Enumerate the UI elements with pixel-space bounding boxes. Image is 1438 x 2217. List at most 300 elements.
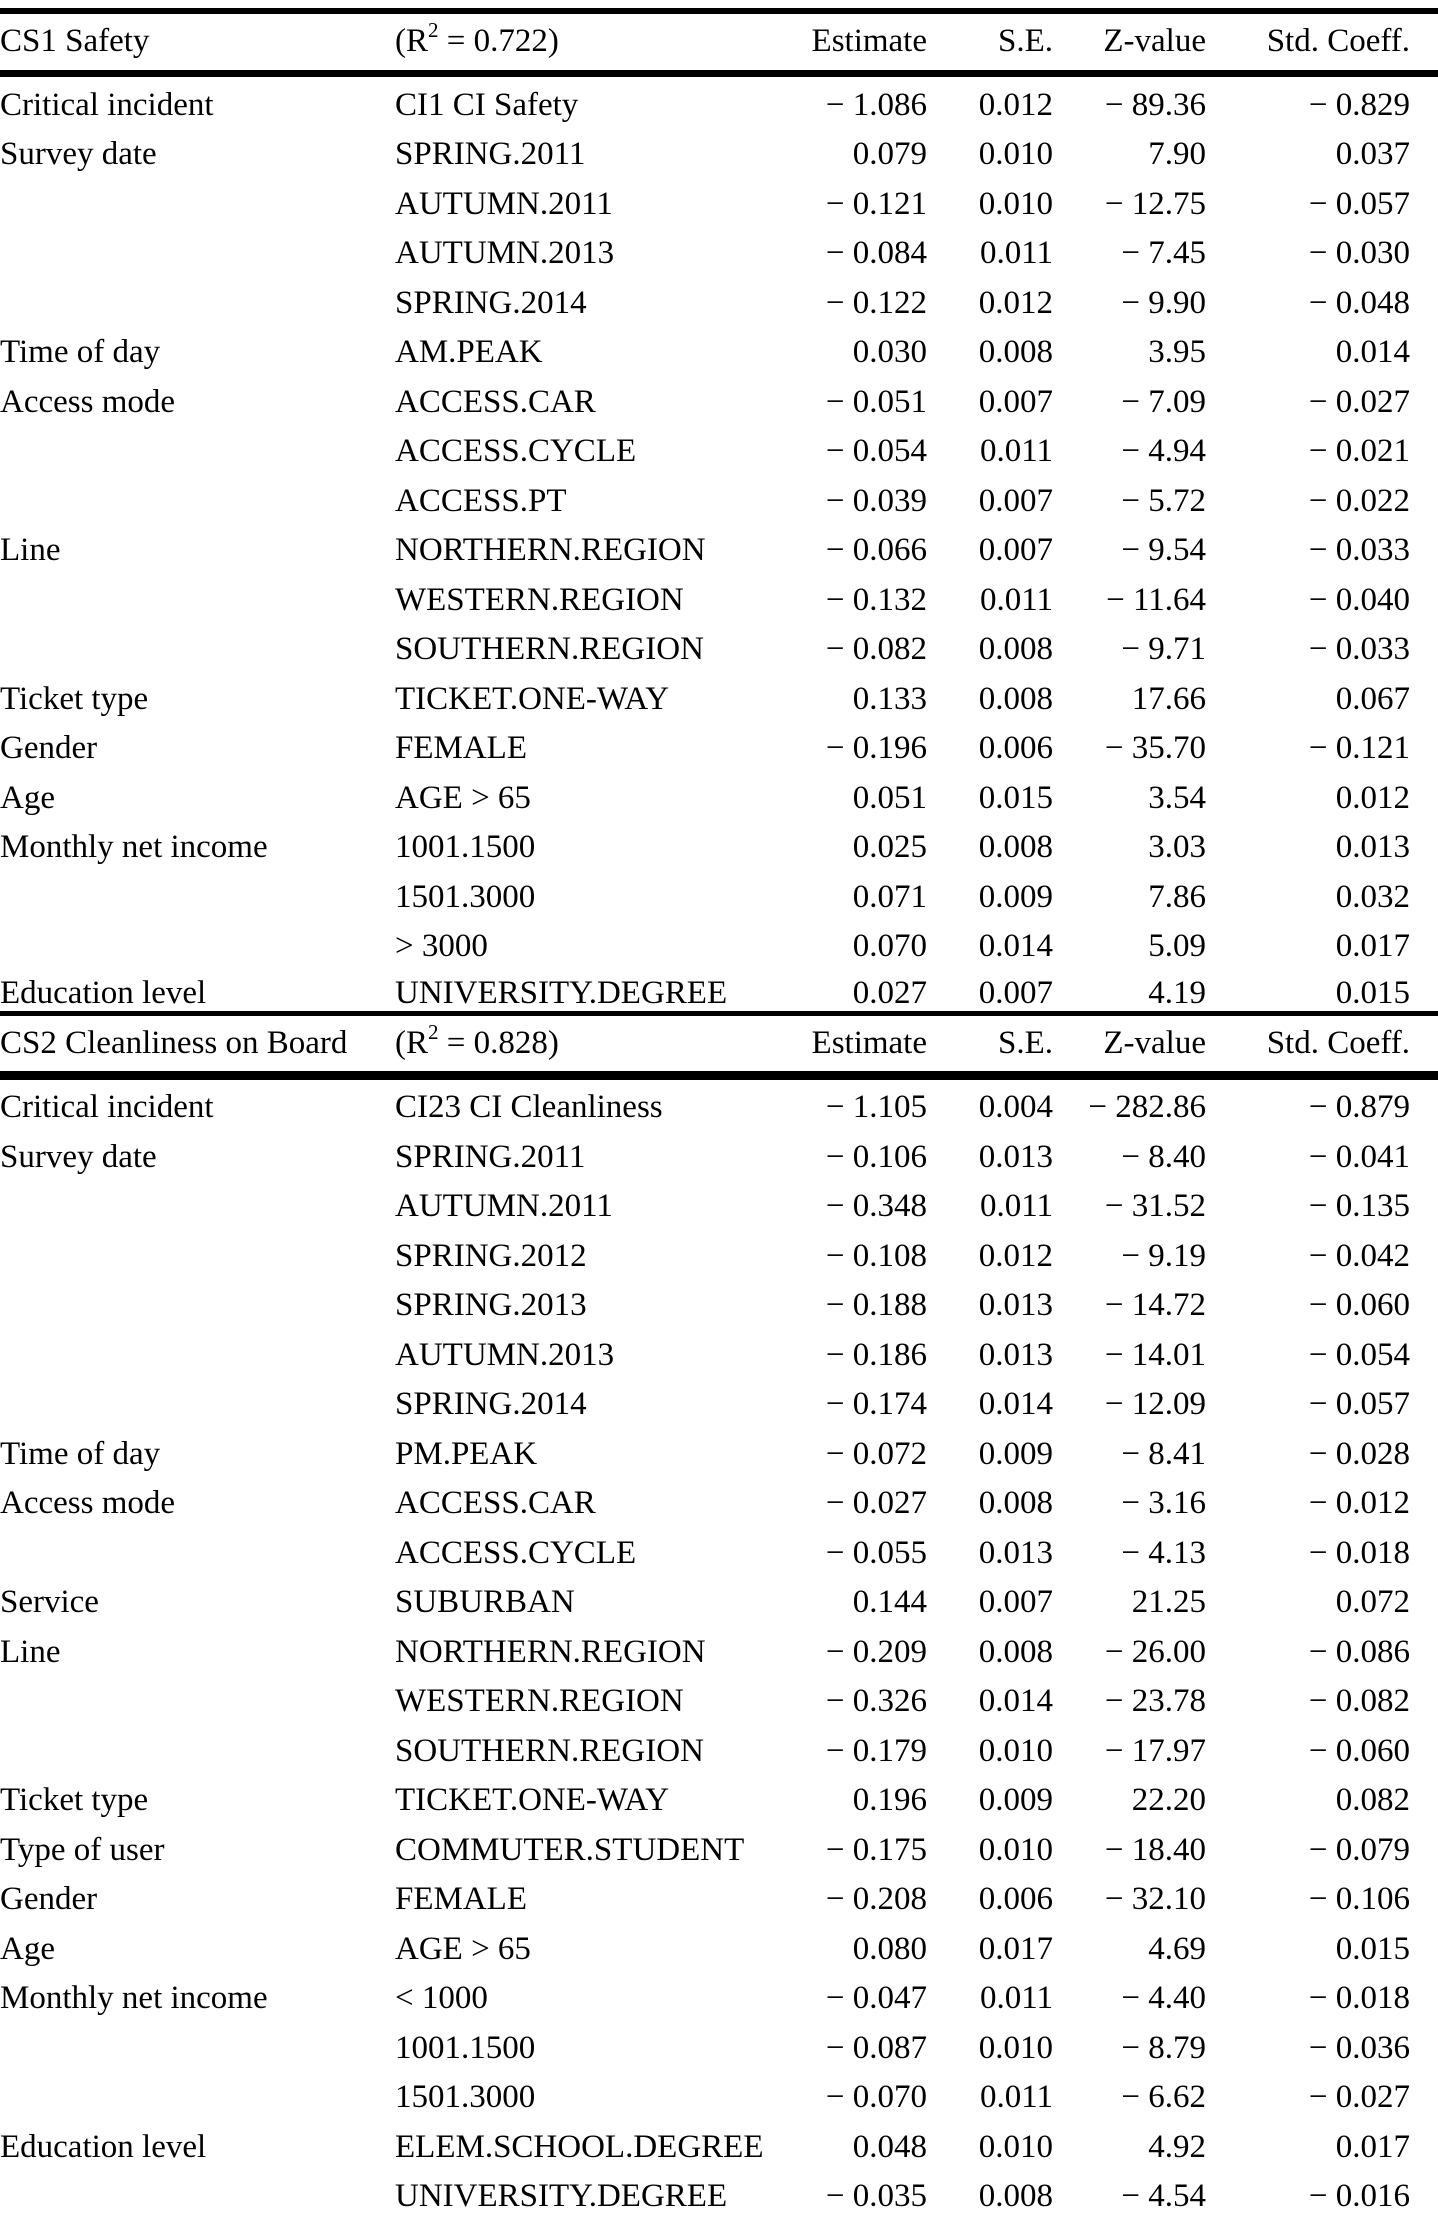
table-row (0, 1917, 1438, 1967)
category-cell: Time of day (0, 334, 161, 371)
table-row (0, 321, 1438, 371)
zvalue-cell: − 8.40 (1121, 1138, 1206, 1175)
zvalue-cell: − 23.78 (1104, 1683, 1206, 1720)
se-cell: 0.013 (978, 1336, 1053, 1373)
se-cell: 0.006 (978, 1881, 1053, 1918)
stdcoeff-cell: − 0.829 (1308, 86, 1410, 123)
table-row (0, 1719, 1438, 1769)
table-row (0, 1967, 1438, 2017)
variable-cell: CI1 CI Safety (395, 86, 579, 123)
se-cell: 0.008 (978, 829, 1053, 866)
estimate-cell: 0.025 (852, 829, 927, 866)
estimate-cell: 0.051 (852, 779, 927, 816)
category-cell: Access mode (0, 383, 176, 420)
se-cell: 0.011 (979, 2079, 1053, 2116)
category-cell (0, 865, 395, 915)
category-cell: Survey date (0, 136, 157, 173)
se-cell: 0.017 (978, 1930, 1053, 1967)
zvalue-cell: − 12.09 (1104, 1386, 1206, 1423)
category-cell: Age (0, 1930, 55, 1967)
table-row (0, 1323, 1438, 1373)
variable-cell: PM.PEAK (395, 1435, 538, 1472)
stdcoeff-cell: − 0.054 (1308, 1336, 1410, 1373)
stdcoeff-cell: − 0.018 (1308, 1980, 1410, 2017)
variable-cell: SPRING.2014 (395, 1386, 587, 1423)
se-cell: 0.007 (978, 532, 1053, 569)
table-row (0, 568, 1438, 618)
table-row (0, 766, 1438, 816)
category-cell (0, 1175, 395, 1225)
zvalue-cell: − 9.90 (1121, 284, 1206, 321)
category-cell (0, 469, 395, 519)
table-row (0, 2115, 1438, 2165)
estimate-cell: − 0.179 (825, 1732, 927, 1769)
stdcoeff-cell: 0.072 (1335, 1584, 1410, 1621)
table-row (0, 123, 1438, 173)
se-cell: 0.011 (979, 433, 1053, 470)
se-cell: 0.009 (978, 1435, 1053, 1472)
stdcoeff-cell: − 0.048 (1308, 284, 1410, 321)
estimate-cell: − 0.122 (825, 284, 927, 321)
table-row (0, 865, 1438, 915)
stdcoeff-cell: − 0.040 (1308, 581, 1410, 618)
table-row (0, 2165, 1438, 2215)
zvalue-cell: − 7.09 (1121, 383, 1206, 420)
stdcoeff-cell: 0.067 (1335, 680, 1410, 717)
se-cell: 0.007 (978, 1584, 1053, 1621)
stdcoeff-cell: − 0.079 (1308, 1831, 1410, 1868)
stdcoeff-cell: − 0.106 (1308, 1881, 1410, 1918)
se-cell: 0.010 (978, 1831, 1053, 1868)
table-row (0, 1175, 1438, 1225)
zvalue-cell: − 11.64 (1106, 581, 1206, 618)
category-cell: Age (0, 779, 55, 816)
category-cell: Survey date (0, 1138, 157, 1175)
table-row (0, 1670, 1438, 1720)
estimate-cell: 0.080 (852, 1930, 927, 1967)
category-cell (0, 915, 395, 965)
col-header-se: S.E. (927, 11, 1053, 73)
stdcoeff-cell: − 0.012 (1308, 1485, 1410, 1522)
estimate-cell: 0.144 (852, 1584, 927, 1621)
category-cell: Line (0, 532, 61, 569)
variable-cell: 1501.3000 (395, 2079, 536, 2116)
col-header-stdcoeff: Std. Coeff. (1206, 11, 1438, 73)
stdcoeff-cell: 0.017 (1335, 928, 1410, 965)
r-squared-value (395, 1014, 790, 1076)
r-squared-exponent: 2 (428, 18, 439, 43)
category-cell (0, 1670, 395, 1720)
stdcoeff-cell: − 0.042 (1308, 1237, 1410, 1274)
se-cell: 0.010 (978, 136, 1053, 173)
table-row (0, 2016, 1438, 2066)
table-row (0, 73, 1438, 123)
variable-cell: ACCESS.CAR (395, 383, 596, 420)
table-row (0, 1472, 1438, 1522)
se-cell: 0.013 (978, 1534, 1053, 1571)
variable-cell: SPRING.2012 (395, 1237, 587, 1274)
variable-cell: FEMALE (395, 730, 527, 767)
se-cell: 0.010 (978, 1732, 1053, 1769)
category-cell (0, 2066, 395, 2116)
estimate-cell: − 0.035 (825, 2178, 927, 2215)
zvalue-cell: − 8.79 (1121, 2029, 1206, 2066)
stdcoeff-cell: 0.082 (1335, 1782, 1410, 1819)
col-header-zvalue: Z-value (1053, 11, 1206, 73)
table-row (0, 717, 1438, 767)
category-cell: Line (0, 1633, 61, 1670)
zvalue-cell: − 7.45 (1121, 235, 1206, 272)
se-cell: 0.011 (979, 1980, 1053, 2017)
stdcoeff-cell: 0.014 (1335, 334, 1410, 371)
zvalue-cell: − 9.71 (1121, 631, 1206, 668)
zvalue-cell: 4.92 (1148, 2128, 1206, 2165)
estimate-cell: − 0.066 (825, 532, 927, 569)
table-row (0, 271, 1438, 321)
zvalue-cell: − 35.70 (1104, 730, 1206, 767)
variable-cell: SOUTHERN.REGION (395, 631, 704, 668)
stdcoeff-cell: − 0.082 (1308, 1683, 1410, 1720)
table-row (0, 1818, 1438, 1868)
variable-cell: FEMALE (395, 1881, 527, 1918)
se-cell: 0.012 (978, 1237, 1053, 1274)
zvalue-cell: − 4.13 (1121, 1534, 1206, 1571)
variable-cell: ACCESS.CAR (395, 1485, 596, 1522)
zvalue-cell: 17.66 (1131, 680, 1206, 717)
category-cell (0, 1274, 395, 1324)
table-row (0, 1422, 1438, 1472)
zvalue-cell: − 17.97 (1104, 1732, 1206, 1769)
section-cs1-safety (0, 11, 1438, 1014)
stdcoeff-cell: − 0.086 (1308, 1633, 1410, 1670)
variable-cell: 1001.1500 (395, 829, 536, 866)
col-header-stdcoeff: Std. Coeff. (1206, 1014, 1438, 1076)
variable-cell: COMMUTER.STUDENT (395, 1831, 745, 1868)
category-cell: Monthly net income (0, 1980, 268, 2017)
zvalue-cell: 22.20 (1131, 1782, 1206, 1819)
table-row (0, 1125, 1438, 1175)
table-row (0, 667, 1438, 717)
estimate-cell: 0.079 (852, 136, 927, 173)
se-cell: 0.008 (978, 631, 1053, 668)
section-title: CS1 Safety (0, 11, 395, 73)
section-cs2-cleanliness (0, 1014, 1438, 2215)
stdcoeff-cell: − 0.036 (1308, 2029, 1410, 2066)
estimate-cell: − 0.047 (825, 1980, 927, 2017)
zvalue-cell: − 26.00 (1104, 1633, 1206, 1670)
zvalue-cell: 7.90 (1148, 136, 1206, 173)
estimate-cell: − 0.209 (825, 1633, 927, 1670)
stdcoeff-cell: − 0.060 (1308, 1732, 1410, 1769)
table-row (0, 1769, 1438, 1819)
category-cell (0, 2016, 395, 2066)
estimate-cell: − 0.188 (825, 1287, 927, 1324)
stdcoeff-cell: 0.015 (1335, 1930, 1410, 1967)
estimate-cell: − 0.108 (825, 1237, 927, 1274)
se-cell: 0.008 (978, 1633, 1053, 1670)
estimate-cell: − 0.027 (825, 1485, 927, 1522)
category-cell (0, 172, 395, 222)
table-row (0, 1224, 1438, 1274)
stdcoeff-cell: 0.037 (1335, 136, 1410, 173)
table-row (0, 1620, 1438, 1670)
stdcoeff-cell: − 0.033 (1308, 631, 1410, 668)
stdcoeff-cell: − 0.057 (1308, 185, 1410, 222)
se-cell: 0.009 (978, 1782, 1053, 1819)
variable-cell: TICKET.ONE-WAY (395, 680, 670, 717)
estimate-cell: − 0.039 (825, 482, 927, 519)
estimate-cell: − 0.054 (825, 433, 927, 470)
variable-cell: ACCESS.CYCLE (395, 1534, 637, 1571)
zvalue-cell: 5.09 (1148, 928, 1206, 965)
r-squared-exponent: 2 (428, 1020, 439, 1044)
variable-cell: AUTUMN.2013 (395, 1336, 615, 1373)
se-cell: 0.012 (978, 86, 1053, 123)
stdcoeff-cell: − 0.022 (1308, 482, 1410, 519)
section-header-row-cs1 (0, 11, 1438, 73)
estimate-cell: − 0.051 (825, 383, 927, 420)
stdcoeff-cell: − 0.018 (1308, 1534, 1410, 1571)
estimate-cell: − 0.208 (825, 1881, 927, 1918)
stdcoeff-cell: − 0.016 (1308, 2178, 1410, 2215)
stdcoeff-cell: 0.015 (1335, 975, 1410, 1012)
estimate-cell: 0.027 (852, 975, 927, 1012)
stdcoeff-cell: − 0.027 (1308, 383, 1410, 420)
estimate-cell: − 1.086 (825, 86, 927, 123)
estimate-cell: − 0.174 (825, 1386, 927, 1423)
stdcoeff-cell: − 0.028 (1308, 1435, 1410, 1472)
table-row (0, 222, 1438, 272)
zvalue-cell: − 4.94 (1121, 433, 1206, 470)
category-cell (0, 618, 395, 668)
estimate-cell: 0.070 (852, 928, 927, 965)
variable-cell: SPRING.2011 (395, 1138, 586, 1175)
variable-cell: AUTUMN.2011 (395, 185, 613, 222)
zvalue-cell: − 9.19 (1121, 1237, 1206, 1274)
category-cell: Critical incident (0, 1089, 214, 1126)
stdcoeff-cell: − 0.057 (1308, 1386, 1410, 1423)
category-cell (0, 1521, 395, 1571)
se-cell: 0.009 (978, 878, 1053, 915)
regression-results-table (0, 8, 1438, 2214)
estimate-cell: − 0.106 (825, 1138, 927, 1175)
estimate-cell: − 0.072 (825, 1435, 927, 1472)
estimate-cell: 0.030 (852, 334, 927, 371)
variable-cell: WESTERN.REGION (395, 581, 684, 618)
se-cell: 0.010 (978, 185, 1053, 222)
r-squared-rest: = 0.828) (438, 1025, 559, 1061)
table-row (0, 420, 1438, 470)
table-row (0, 172, 1438, 222)
estimate-cell: − 0.186 (825, 1336, 927, 1373)
variable-cell: WESTERN.REGION (395, 1683, 684, 1720)
table-row (0, 915, 1438, 965)
variable-cell: UNIVERSITY.DEGREE (395, 975, 728, 1012)
variable-cell: NORTHERN.REGION (395, 1633, 706, 1670)
estimate-cell: − 0.055 (825, 1534, 927, 1571)
stdcoeff-cell: − 0.033 (1308, 532, 1410, 569)
zvalue-cell: 4.69 (1148, 1930, 1206, 1967)
category-cell: Gender (0, 730, 98, 767)
se-cell: 0.013 (978, 1138, 1053, 1175)
category-cell (0, 420, 395, 470)
se-cell: 0.012 (978, 284, 1053, 321)
zvalue-cell: − 14.72 (1104, 1287, 1206, 1324)
zvalue-cell: 3.54 (1148, 779, 1206, 816)
zvalue-cell: 7.86 (1148, 878, 1206, 915)
stdcoeff-cell: 0.032 (1335, 878, 1410, 915)
estimate-cell: 0.071 (852, 878, 927, 915)
table-row (0, 519, 1438, 569)
estimate-cell: − 0.348 (825, 1188, 927, 1225)
estimate-cell: − 0.070 (825, 2079, 927, 2116)
variable-cell: SPRING.2014 (395, 284, 587, 321)
zvalue-cell: − 14.01 (1104, 1336, 1206, 1373)
se-cell: 0.010 (978, 2029, 1053, 2066)
variable-cell: 1001.1500 (395, 2029, 536, 2066)
category-cell (0, 1323, 395, 1373)
category-cell: Type of user (0, 1831, 165, 1868)
zvalue-cell: 3.95 (1148, 334, 1206, 371)
category-cell: Service (0, 1584, 99, 1621)
se-cell: 0.008 (978, 680, 1053, 717)
variable-cell: CI23 CI Cleanliness (395, 1089, 663, 1126)
zvalue-cell: − 282.86 (1088, 1089, 1206, 1126)
table-row (0, 1868, 1438, 1918)
zvalue-cell: 21.25 (1131, 1584, 1206, 1621)
table-row (0, 370, 1438, 420)
estimate-cell: − 0.196 (825, 730, 927, 767)
category-cell (0, 1224, 395, 1274)
category-cell: Gender (0, 1881, 98, 1918)
table-row (0, 469, 1438, 519)
r-squared-base: (R (395, 1025, 428, 1061)
table-row (0, 618, 1438, 668)
se-cell: 0.010 (978, 2128, 1053, 2165)
stdcoeff-cell: − 0.135 (1308, 1188, 1410, 1225)
stdcoeff-cell: − 0.030 (1308, 235, 1410, 272)
variable-cell: ACCESS.PT (395, 482, 567, 519)
category-cell: Ticket type (0, 1782, 149, 1819)
estimate-cell: − 0.175 (825, 1831, 927, 1868)
stdcoeff-cell: − 0.021 (1308, 433, 1410, 470)
variable-cell: AGE > 65 (395, 779, 531, 816)
table-row (0, 1274, 1438, 1324)
r-squared-base: (R (395, 23, 428, 60)
table-row (0, 1076, 1438, 1126)
category-cell: Access mode (0, 1485, 176, 1522)
zvalue-cell: − 32.10 (1104, 1881, 1206, 1918)
variable-cell: SUBURBAN (395, 1584, 575, 1621)
variable-cell: ELEM.SCHOOL.DEGREE (395, 2128, 764, 2165)
r-squared-value (395, 11, 790, 73)
variable-cell: NORTHERN.REGION (395, 532, 706, 569)
table-row (0, 1521, 1438, 1571)
stdcoeff-cell: 0.012 (1335, 779, 1410, 816)
zvalue-cell: − 3.16 (1121, 1485, 1206, 1522)
variable-cell: AUTUMN.2013 (395, 235, 615, 272)
stdcoeff-cell: 0.013 (1335, 829, 1410, 866)
category-cell (0, 222, 395, 272)
variable-cell: < 1000 (395, 1980, 488, 2017)
zvalue-cell: − 4.54 (1121, 2178, 1206, 2215)
category-cell: Monthly net income (0, 829, 268, 866)
zvalue-cell: − 31.52 (1104, 1188, 1206, 1225)
se-cell: 0.011 (979, 1188, 1053, 1225)
stdcoeff-cell: − 0.027 (1308, 2079, 1410, 2116)
se-cell: 0.011 (979, 581, 1053, 618)
se-cell: 0.014 (978, 928, 1053, 965)
variable-cell: AM.PEAK (395, 334, 543, 371)
se-cell: 0.015 (978, 779, 1053, 816)
table-row (0, 1571, 1438, 1621)
section-title: CS2 Cleanliness on Board (0, 1014, 395, 1076)
estimate-cell: − 0.326 (825, 1683, 927, 1720)
estimate-cell: − 0.082 (825, 631, 927, 668)
se-cell: 0.007 (978, 975, 1053, 1012)
stdcoeff-cell: − 0.121 (1308, 730, 1410, 767)
se-cell: 0.008 (978, 2178, 1053, 2215)
se-cell: 0.014 (978, 1683, 1053, 1720)
zvalue-cell: − 12.75 (1104, 185, 1206, 222)
estimate-cell: 0.133 (852, 680, 927, 717)
table-row (0, 1373, 1438, 1423)
se-cell: 0.008 (978, 334, 1053, 371)
variable-cell: AGE > 65 (395, 1930, 531, 1967)
zvalue-cell: − 89.36 (1104, 86, 1206, 123)
category-cell (0, 1719, 395, 1769)
stdcoeff-cell: − 0.060 (1308, 1287, 1410, 1324)
estimate-cell: 0.196 (852, 1782, 927, 1819)
variable-cell: 1501.3000 (395, 878, 536, 915)
category-cell (0, 2165, 395, 2215)
estimate-cell: − 0.132 (825, 581, 927, 618)
category-cell: Education level (0, 975, 207, 1012)
variable-cell: SOUTHERN.REGION (395, 1732, 704, 1769)
category-cell: Education level (0, 2128, 207, 2165)
estimate-cell: − 0.084 (825, 235, 927, 272)
variable-cell: SPRING.2013 (395, 1287, 587, 1324)
se-cell: 0.007 (978, 482, 1053, 519)
se-cell: 0.004 (978, 1089, 1053, 1126)
se-cell: 0.011 (979, 235, 1053, 272)
category-cell: Ticket type (0, 680, 149, 717)
estimate-cell: − 0.087 (825, 2029, 927, 2066)
zvalue-cell: 3.03 (1148, 829, 1206, 866)
table-row (0, 964, 1438, 1014)
col-header-se: S.E. (927, 1014, 1053, 1076)
category-cell (0, 568, 395, 618)
col-header-estimate: Estimate (790, 1014, 927, 1076)
estimate-cell: − 1.105 (825, 1089, 927, 1126)
estimate-cell: 0.048 (852, 2128, 927, 2165)
table-row (0, 2066, 1438, 2116)
se-cell: 0.013 (978, 1287, 1053, 1324)
table-row (0, 816, 1438, 866)
stdcoeff-cell: − 0.879 (1308, 1089, 1410, 1126)
zvalue-cell: − 9.54 (1121, 532, 1206, 569)
variable-cell: TICKET.ONE-WAY (395, 1782, 670, 1819)
col-header-estimate: Estimate (790, 11, 927, 73)
r-squared-rest: = 0.722) (438, 23, 559, 60)
se-cell: 0.007 (978, 383, 1053, 420)
section-header-row-cs2 (0, 1014, 1438, 1076)
col-header-zvalue: Z-value (1053, 1014, 1206, 1076)
category-cell: Time of day (0, 1435, 161, 1472)
estimate-cell: − 0.121 (825, 185, 927, 222)
variable-cell: SPRING.2011 (395, 136, 586, 173)
zvalue-cell: − 5.72 (1121, 482, 1206, 519)
